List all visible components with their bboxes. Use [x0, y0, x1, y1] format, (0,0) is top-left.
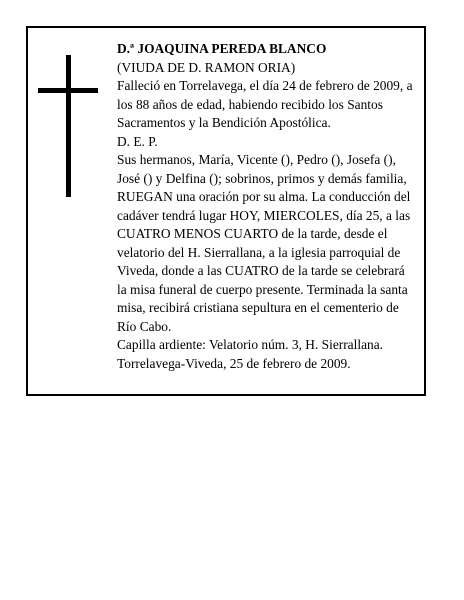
death-statement: Falleció en Torrelavega, el día 24 de febrero de 2009, a los 88 años de edad, habiendo recibido los Santos Sacramentos y la Bendición Apostólica. — [117, 78, 413, 130]
cross-vertical-bar — [66, 55, 71, 197]
cross-horizontal-bar — [38, 88, 98, 93]
chapel-info: Capilla ardiente: Velatorio núm. 3, H. Sierrallana. — [117, 337, 384, 352]
obituary-notice — [26, 26, 426, 396]
widow-of: (VIUDA DE D. RAMON ORIA) — [117, 59, 296, 75]
notice-body: Sus hermanos, María, Vicente (), Pedro (), Josefa (), José () y Delfina (); sobrinos, primos y demás familia, RUEGAN una oración por su alma. La conducción del cadáver tendrá lugar HOY, MIERCOLES, día 25, a las CUATRO MENOS CUARTO de la tarde, desde el velatorio del H. Sierrallana, a la iglesia parroquial de Viveda, donde a las CUATRO de la tarde se celebrará la misa funeral de cuerpo presente. Terminada la santa misa, recibirá cristiana sepultura en el cementerio de Río Cabo. — [117, 152, 411, 334]
rest-in-peace: D. E. P. — [117, 133, 158, 149]
place-and-date: Torrelavega-Viveda, 25 de febrero de 2009. — [117, 355, 351, 371]
notice-text — [117, 40, 417, 373]
deceased-name: D.ª JOAQUINA PEREDA BLANCO — [117, 41, 327, 56]
cross-icon — [38, 55, 98, 197]
